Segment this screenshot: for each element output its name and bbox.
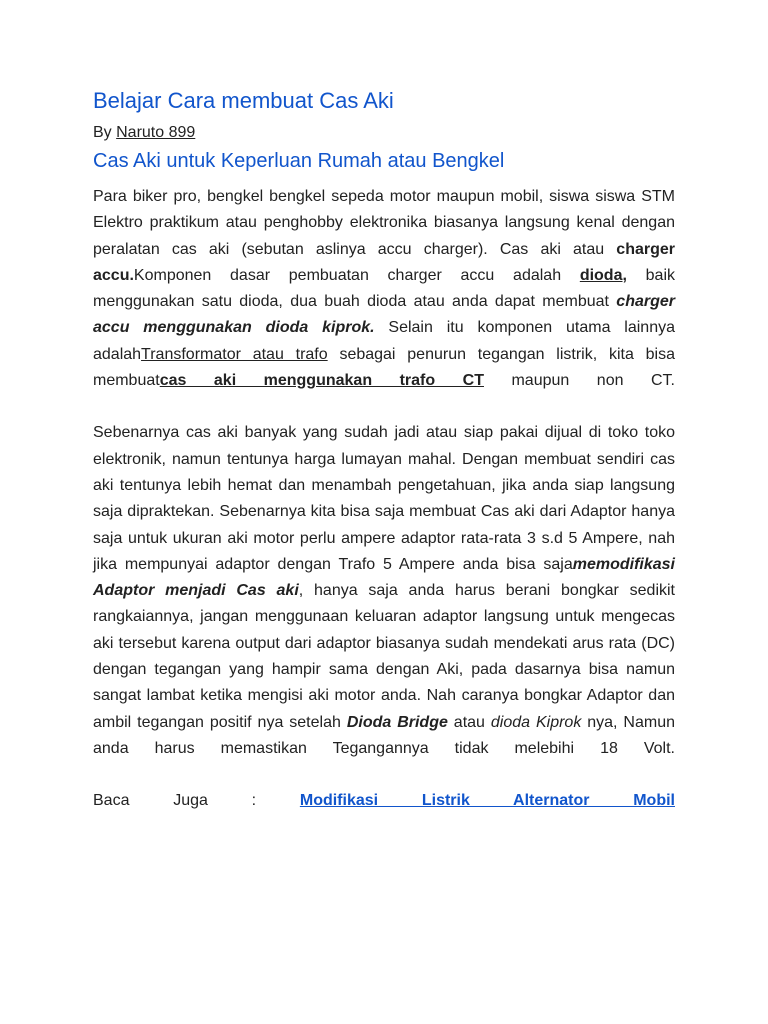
text-run: nya, Namun anda harus memastikan Tegangannya tidak melebihi 18 Volt.: [93, 713, 676, 757]
read-also-label: Baca Juga :: [93, 792, 300, 810]
byline-by: By: [93, 124, 112, 141]
text-run: atau: [447, 713, 491, 731]
bold-italic-term-dioda-bridge: Dioda Bridge: [346, 713, 448, 731]
link-cas-aki-trafo-ct[interactable]: cas aki menggunakan trafo CT: [159, 372, 484, 390]
paragraph-intro: [93, 184, 675, 394]
paragraph-body: [93, 420, 675, 762]
article: [93, 84, 675, 830]
text-run: Sebenarnya cas aki banyak yang sudah jadi atau siap pakai dijual di toko toko elektronik, namun tentunya harga lumayan mahal. Dengan membuat sendiri cas aki tentunya lebih hemat dan menambah pengetahuan, jika anda siap langsung saja dipraktekan. Sebenarnya kita bisa saja membuat Cas aki dari Adaptor hanya saja untuk ukuran aki motor perlu ampere adaptor rata-rata 3 s.d 5 Ampere, nah jika mempunyai adaptor dengan Trafo 5 Ampere anda bisa saja: [93, 424, 675, 573]
article-subtitle: Cas Aki untuk Keperluan Rumah atau Bengkel: [93, 150, 505, 172]
text-run: Para biker pro, bengkel bengkel sepeda motor maupun mobil, siswa siswa STM Elektro praktikum atau penghobby elektronika biasanya langsung kenal dengan peralatan cas aki (sebutan aslinya accu charger). Cas aki atau: [93, 188, 675, 258]
text-run: Selain itu komponen utama lainnya adalah: [93, 319, 675, 363]
text-run: baik menggunakan satu dioda, dua buah dioda atau anda dapat membuat: [93, 266, 675, 311]
text-run: Komponen dasar pembuatan charger accu adalah: [133, 266, 580, 284]
bold-italic-term-kiprok: charger accu menggunakan dioda kiprok.: [93, 293, 675, 337]
text-run: sebagai penurun tegangan listrik, kita bisa membuat: [93, 345, 675, 390]
read-also-link[interactable]: Modifikasi Listrik Alternator Mobil: [299, 792, 675, 810]
text-run: , hanya saja anda harus berani bongkar sedikit rangkaiannya, jangan menggunaan keluaran adaptor langsung untuk mengecas aki tersebut karena output dari adaptor biasanya sudah mendekati arus rata (DC) dengan tegangan yang hampir sama dengan Aki, pada dasarnya bisa namun sangat lambat ketika mengisi aki motor anda. Nah caranya bongkar Adaptor dan ambil tegangan positif nya setelah: [93, 582, 676, 731]
byline: [93, 120, 675, 146]
author-link[interactable]: Naruto 899: [116, 124, 196, 141]
italic-term-dioda-kiprok: dioda Kiprok: [490, 713, 582, 731]
article-title: Belajar Cara membuat Cas Aki: [93, 88, 394, 113]
link-transformator[interactable]: Transformator atau trafo: [141, 345, 328, 363]
text-run: maupun non CT.: [483, 372, 675, 390]
read-also: [93, 788, 675, 814]
bold-italic-term-modifikasi-adaptor: memodifikasi Adaptor menjadi Cas aki: [93, 555, 675, 600]
link-dioda[interactable]: dioda,: [579, 266, 627, 284]
bold-term-charger-accu: charger accu.: [93, 240, 675, 284]
